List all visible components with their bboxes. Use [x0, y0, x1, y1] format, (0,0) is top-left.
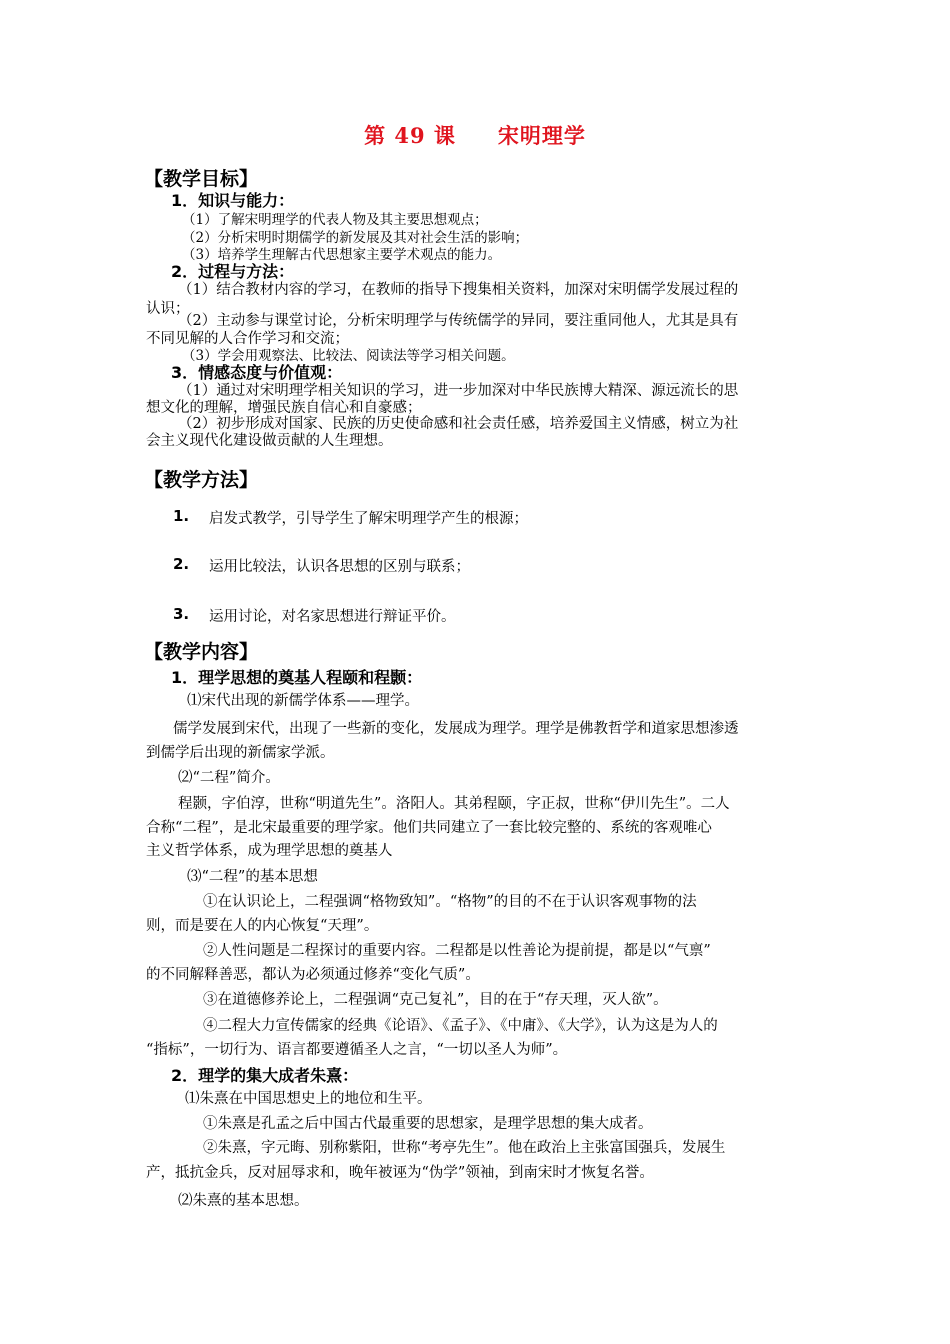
- content-line: ②朱熹，字元晦、别称紫阳，世称“考亭先生”。他在政治上主张富国强兵，发展生: [203, 1140, 726, 1156]
- page-title: [0, 120, 950, 150]
- content-line: 程颢，字伯淳，世称“明道先生”。洛阳人。其弟程颐，字正叔，世称“伊川先生”。二人: [178, 796, 730, 812]
- content-line: ⑵“二程”简介。: [178, 770, 280, 786]
- content-line: 则，而是要在人的内心恢复“天理”。: [146, 918, 379, 934]
- method-number: 3.: [173, 605, 190, 623]
- attitude-line: （1）通过对宋明理学相关知识的学习，进一步加深对中华民族博大精深、源远流长的思: [178, 383, 739, 399]
- content-line: ⑵朱熹的基本思想。: [178, 1193, 309, 1209]
- content-line: ⑴朱熹在中国思想史上的地位和生平。: [185, 1091, 432, 1107]
- part2-heading: 2．理学的集大成者朱熹：: [171, 1066, 359, 1085]
- process-line: （2）主动参与课堂讨论，分析宋明理学与传统儒学的异同，要注重同他人，尤其是具有: [178, 313, 739, 329]
- content-line: 儒学发展到宋代，出现了一些新的变化，发展成为理学。理学是佛教哲学和道家思想渗透: [173, 721, 739, 737]
- method-text: 启发式教学，引导学生了解宋明理学产生的根源；: [209, 511, 528, 527]
- process-line: （1）结合教材内容的学习，在教师的指导下搜集相关资料，加深对宋明儒学发展过程的: [178, 282, 739, 298]
- attitude-line: 想文化的理解，增强民族自信心和自豪感；: [146, 400, 422, 416]
- content-line: 合称“二程”，是北宋最重要的理学家。他们共同建立了一套比较完整的、系统的客观唯心: [146, 820, 712, 836]
- content-line: ⑴宋代出现的新儒学体系——理学。: [187, 693, 419, 709]
- method-text: 运用讨论，对名家思想进行辩证平价。: [209, 609, 456, 625]
- content-line: 的不同解释善恶，都认为必须通过修养“变化气质”。: [146, 967, 480, 983]
- content-line: ⑶“二程”的基本思想: [187, 869, 318, 885]
- process-line: （3）学会用观察法、比较法、阅读法等学习相关问题。: [182, 348, 515, 364]
- content-heading: 【教学内容】: [144, 641, 259, 663]
- knowledge-heading: 1．知识与能力：: [171, 191, 295, 210]
- content-line: ③在道德修养论上，二程强调“克己复礼”，目的在于“存天理，灭人欲”。: [203, 992, 668, 1008]
- content-line: 主义哲学体系，成为理学思想的奠基人: [146, 843, 393, 859]
- process-line: 不同见解的人合作学习和交流；: [146, 331, 349, 347]
- content-line: ①在认识论上，二程强调“格物致知”。“格物”的目的不在于认识客观事物的法: [203, 894, 697, 910]
- content-line: ④二程大力宣传儒家的经典《论语》、《孟子》、《中庸》、《大学》，认为这是为人的: [203, 1018, 718, 1034]
- lesson-number: 第 49 课: [364, 123, 456, 148]
- content-line: “指标”，一切行为、语言都要遵循圣人之言，“一切以圣人为师”。: [146, 1042, 568, 1058]
- part1-heading: 1．理学思想的奠基人程颐和程颢：: [171, 668, 423, 687]
- lesson-topic: 宋明理学: [497, 123, 586, 148]
- method-text: 运用比较法，认识各思想的区别与联系；: [209, 559, 470, 575]
- method-number: 2.: [173, 555, 190, 573]
- attitude-line: （2）初步形成对国家、民族的历史使命感和社会责任感，培养爱国主义情感，树立为社: [178, 416, 739, 432]
- knowledge-item: （1）了解宋明理学的代表人物及其主要思想观点；: [182, 212, 488, 228]
- knowledge-item: （2）分析宋明时期儒学的新发展及其对社会生活的影响；: [182, 230, 529, 246]
- content-line: 到儒学后出现的新儒家学派。: [146, 745, 335, 761]
- methods-heading: 【教学方法】: [144, 469, 259, 491]
- attitude-line: 会主义现代化建设做贡献的人生理想。: [146, 433, 393, 449]
- goals-heading: 【教学目标】: [144, 168, 259, 190]
- knowledge-item: （3）培养学生理解古代思想家主要学术观点的能力。: [182, 247, 502, 263]
- content-line: 产，抵抗金兵，反对屈辱求和，晚年被诬为“伪学”领袖，到南宋时才恢复名誉。: [146, 1165, 654, 1181]
- process-line: 认识；: [146, 301, 190, 317]
- content-line: ②人性问题是二程探讨的重要内容。二程都是以性善论为提前提，都是以“气禀”: [203, 943, 711, 959]
- content-line: ①朱熹是孔孟之后中国古代最重要的思想家，是理学思想的集大成者。: [203, 1116, 653, 1132]
- method-number: 1.: [173, 507, 190, 525]
- attitude-heading: 3．情感态度与价值观：: [171, 363, 343, 382]
- process-heading: 2．过程与方法：: [171, 262, 295, 281]
